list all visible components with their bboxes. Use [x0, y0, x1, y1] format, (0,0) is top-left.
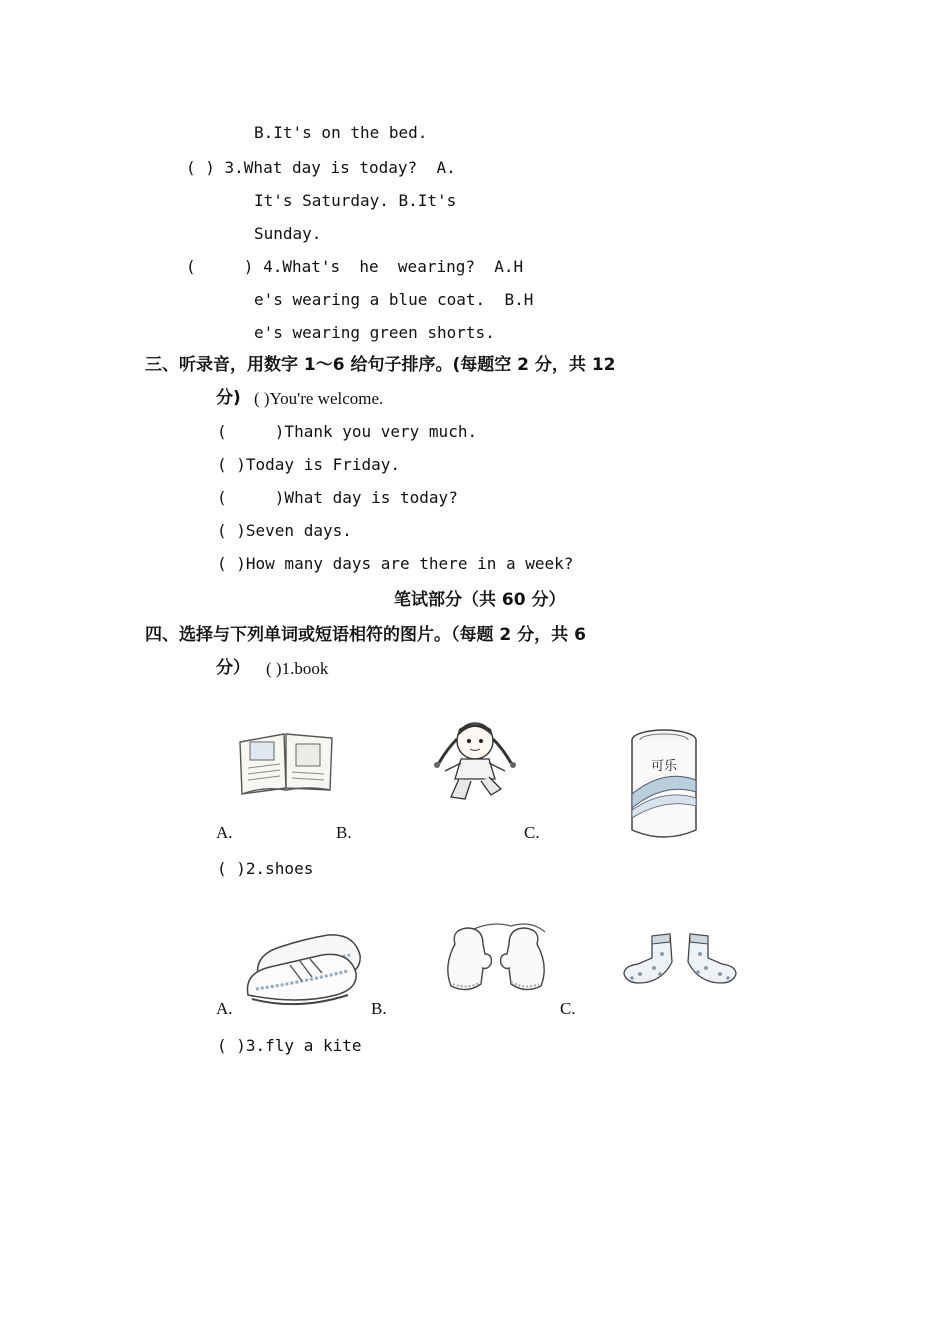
q2-option-a: A. [216, 999, 233, 1018]
q1-text: ( )1.book [266, 659, 329, 678]
written-part-title: 笔试部分（共 60 分） [394, 590, 566, 610]
q2-option-b: B.It's on the bed. [254, 123, 428, 142]
book-picture [236, 728, 338, 798]
part4-heading-cont: 分） [216, 658, 250, 678]
socks-picture [620, 928, 740, 988]
shoes-picture [238, 925, 368, 1015]
cola-can-label: 可乐 [650, 759, 678, 774]
q2-option-c: C. [560, 999, 576, 1018]
q4-line2: e's wearing a blue coat. B.H [254, 290, 534, 309]
part4-heading: 四、选择与下列单词或短语相符的图片。（每题 2 分，共 6 [145, 625, 586, 645]
q2-option-b: B. [371, 999, 387, 1018]
q2-text: ( )2.shoes [217, 859, 314, 878]
q4-stem: ( ) 4.What's he wearing? A.H [186, 257, 524, 276]
q3-line2: It's Saturday. B.It's [254, 191, 457, 210]
doll-picture [425, 715, 525, 805]
part3-item-3: ( )Today is Friday. [217, 455, 401, 474]
part3-item-5: ( )Seven days. [217, 521, 352, 540]
part3-item-6: ( )How many days are there in a week? [217, 554, 574, 573]
q3-text: ( )3.fly a kite [217, 1036, 362, 1055]
mittens-picture [441, 918, 551, 1000]
q3-line3: Sunday. [254, 224, 322, 243]
cola-can-picture [628, 728, 700, 842]
part3-heading: 三、听录音，用数字 1～6 给句子排序。(每题空 2 分，共 12 [145, 355, 616, 375]
q1-option-b: B. [336, 823, 352, 842]
part3-item-4: ( )What day is today? [217, 488, 458, 507]
part3-item-2: ( )Thank you very much. [217, 422, 478, 441]
q1-option-a: A. [216, 823, 233, 842]
q4-line3: e's wearing green shorts. [254, 323, 495, 342]
part3-item-1: ( )You're welcome. [254, 389, 384, 408]
q1-option-c: C. [524, 823, 540, 842]
part3-heading-cont: 分) [216, 388, 241, 408]
q3-stem: ( ) 3.What day is today? A. [186, 158, 456, 177]
